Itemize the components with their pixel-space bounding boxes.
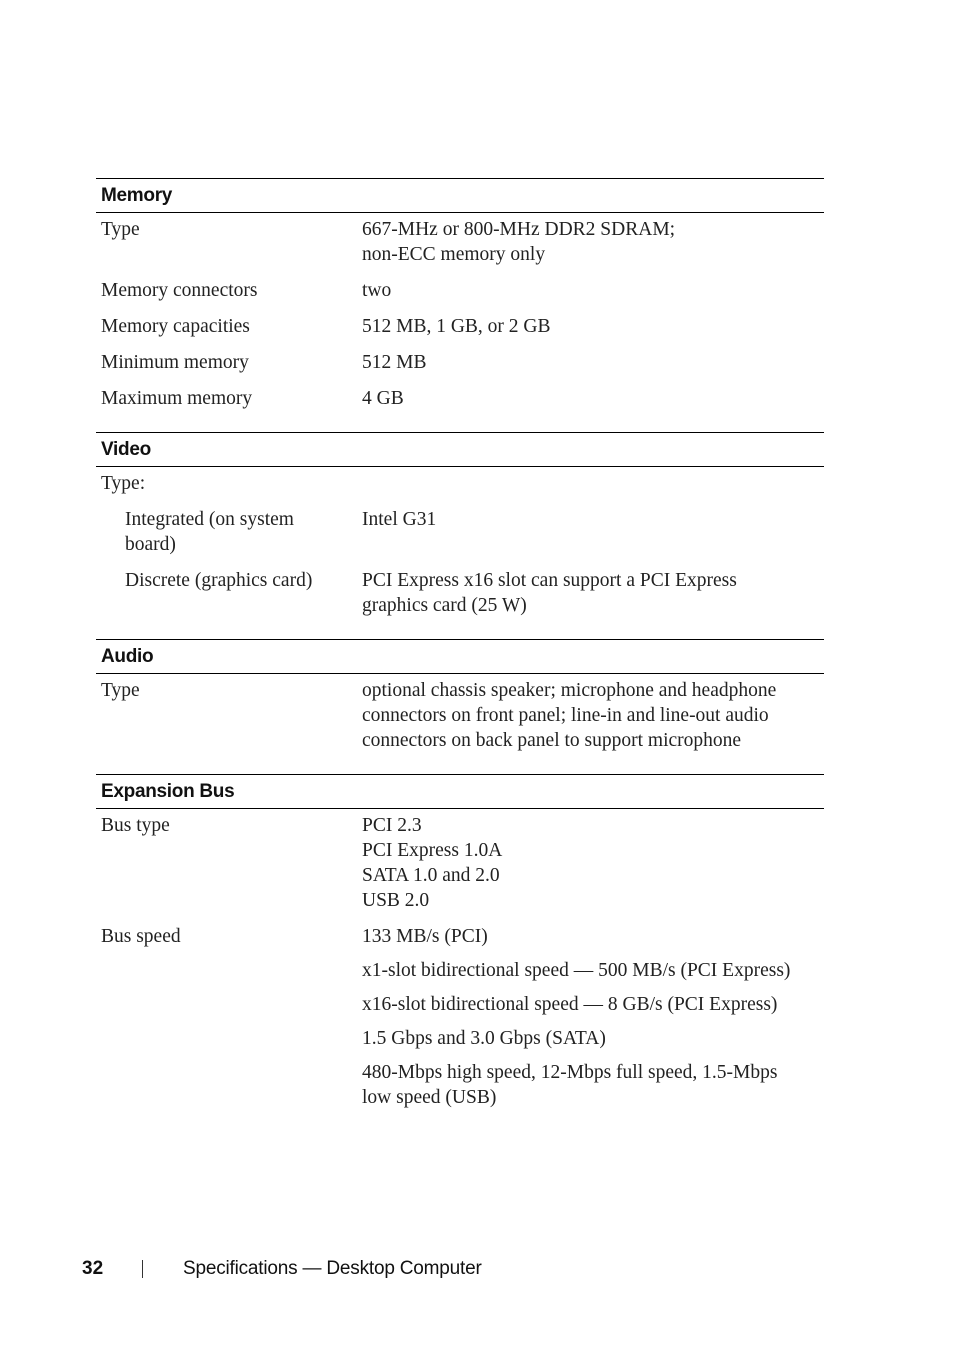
spec-row-bus-speed-sata [96, 1026, 824, 1051]
section-audio [96, 639, 824, 753]
spec-value-line: PCI Express 1.0A [362, 840, 503, 861]
section-body-expansion-bus [96, 809, 824, 1110]
section-video [96, 432, 824, 618]
section-heading-audio: Audio [96, 639, 824, 674]
spec-row-maximum-memory [96, 386, 824, 411]
spec-value-line: two [362, 280, 392, 301]
footer-title: Specifications — Desktop Computer [183, 1258, 482, 1279]
spec-value-line: PCI 2.3 [362, 815, 422, 836]
spec-label: Discrete (graphics card) [125, 570, 313, 591]
spec-value [362, 278, 824, 303]
section-expansion-bus [96, 774, 824, 1110]
spec-label: Memory capacities [101, 316, 250, 337]
section-heading-memory: Memory [96, 178, 824, 213]
spec-row-memory-connectors [96, 278, 824, 303]
page-footer [82, 1255, 482, 1283]
spec-row-memory-type [96, 217, 824, 267]
spec-row-bus-speed-usb [96, 1060, 824, 1110]
spec-value [362, 350, 824, 375]
spec-row-bus-speed-x16 [96, 992, 824, 1017]
footer-separator [142, 1260, 143, 1278]
spec-row-memory-capacities [96, 314, 824, 339]
section-body-memory [96, 213, 824, 411]
spec-value-line: USB 2.0 [362, 890, 430, 911]
spec-value [362, 813, 824, 913]
spec-value-line: optional chassis speaker; microphone and headphone [362, 680, 777, 701]
section-body-video [96, 467, 824, 618]
spec-value-line: 133 MB/s (PCI) [362, 926, 488, 947]
spec-row-bus-speed [96, 924, 824, 949]
section-heading-expansion-bus: Expansion Bus [96, 774, 824, 809]
spec-label-line: board) [125, 534, 176, 555]
spec-value-line: SATA 1.0 and 2.0 [362, 865, 500, 886]
spec-value [362, 678, 824, 753]
spec-row-bus-speed-x1 [96, 958, 824, 983]
spec-label: Type [101, 219, 140, 240]
spec-row-audio-type [96, 678, 824, 753]
spec-value-line: connectors on front panel; line-in and line-out audio [362, 705, 769, 726]
section-memory [96, 178, 824, 411]
spec-label: Type: [101, 473, 146, 494]
spec-row-video-discrete [96, 568, 824, 618]
spec-value [362, 958, 824, 983]
section-heading-video: Video [96, 432, 824, 467]
spec-value-line: connectors on back panel to support microphone [362, 730, 742, 751]
spec-row-video-type [96, 471, 824, 496]
spec-row-bus-type [96, 813, 824, 913]
spec-value-line: 512 MB, 1 GB, or 2 GB [362, 316, 551, 337]
spec-value [362, 568, 824, 618]
spec-value-line: PCI Express x16 slot can support a PCI Express [362, 570, 737, 591]
spec-label [96, 958, 362, 983]
spec-label [96, 992, 362, 1017]
spec-label [96, 1060, 362, 1110]
spec-label [96, 507, 362, 557]
spec-row-video-integrated [96, 507, 824, 557]
spec-value-line: 480-Mbps high speed, 12-Mbps full speed, 1.5-Mbps [362, 1062, 778, 1083]
spec-value [362, 1060, 824, 1110]
spec-value-line: x16-slot bidirectional speed — 8 GB/s (PCI Express) [362, 994, 778, 1015]
spec-value [362, 471, 824, 496]
spec-page [96, 178, 824, 1131]
spec-value-line: graphics card (25 W) [362, 595, 527, 616]
spec-value-line: Intel G31 [362, 509, 437, 530]
spec-value-line: 667-MHz or 800-MHz DDR2 SDRAM; [362, 219, 676, 240]
page-number: 32 [82, 1258, 104, 1279]
spec-value-line: 512 MB [362, 352, 427, 373]
spec-value [362, 507, 824, 557]
spec-value [362, 924, 824, 949]
spec-row-minimum-memory [96, 350, 824, 375]
spec-value-line: low speed (USB) [362, 1087, 497, 1108]
spec-label: Maximum memory [101, 388, 253, 409]
spec-value-line: x1-slot bidirectional speed — 500 MB/s (PCI Express) [362, 960, 791, 981]
spec-label: Bus type [101, 815, 170, 836]
spec-label: Minimum memory [101, 352, 249, 373]
spec-value-line: 4 GB [362, 388, 404, 409]
spec-value-line: 1.5 Gbps and 3.0 Gbps (SATA) [362, 1028, 606, 1049]
spec-value-line: non-ECC memory only [362, 244, 546, 265]
spec-value [362, 217, 824, 267]
spec-value [362, 386, 824, 411]
spec-label-line: Integrated (on system [125, 509, 294, 530]
spec-label [96, 1026, 362, 1051]
spec-value [362, 1026, 824, 1051]
spec-label: Bus speed [101, 926, 181, 947]
spec-value [362, 992, 824, 1017]
spec-label: Type [101, 680, 140, 701]
spec-value [362, 314, 824, 339]
spec-label: Memory connectors [101, 280, 258, 301]
section-body-audio [96, 674, 824, 753]
